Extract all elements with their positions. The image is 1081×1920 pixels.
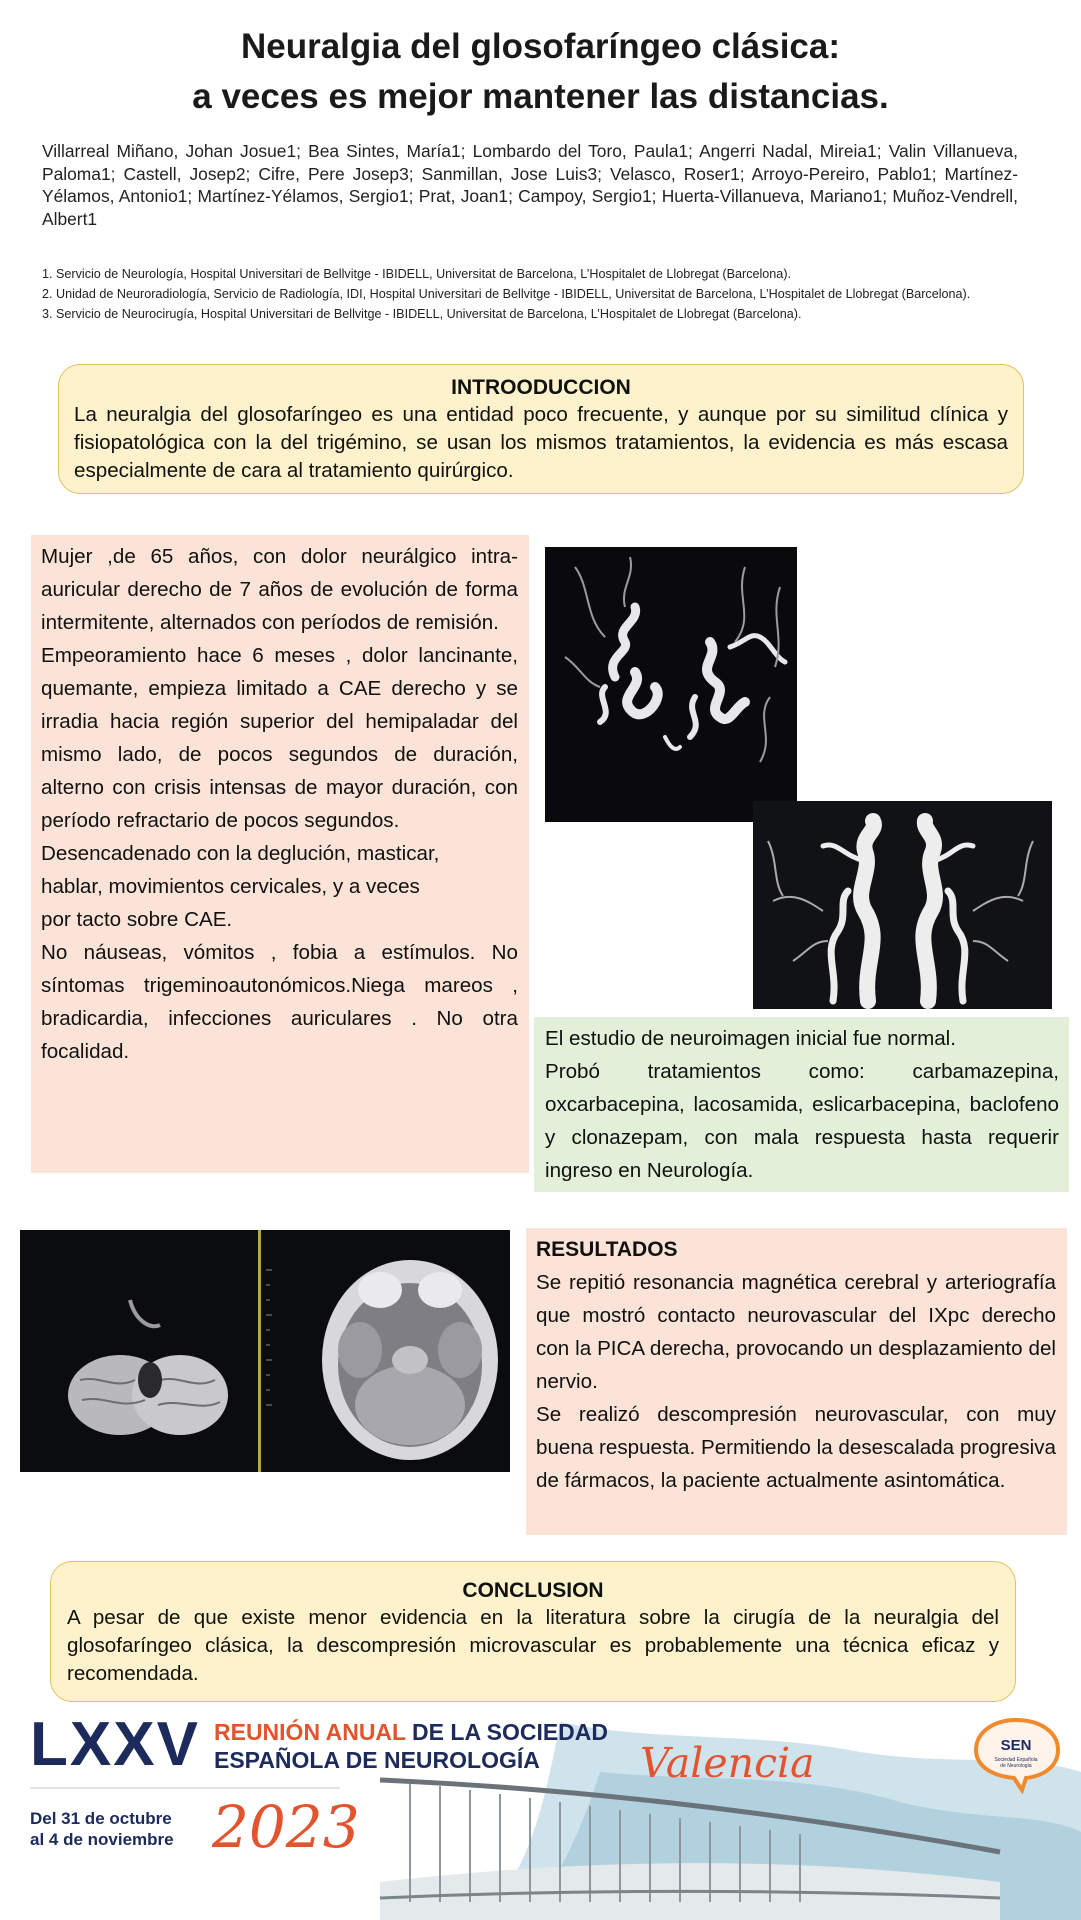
results-paragraph-1: Se repitió resonancia magnética cerebral y arteriografía que mostró contacto neurovascular del IXpc derecho con la PICA derecha, provocando un desplazamiento del nervio. (536, 1271, 1056, 1393)
results-heading: RESULTADOS (536, 1238, 678, 1261)
case-paragraph-3a: Desencadenado con la deglución, masticar, (41, 842, 440, 865)
sen-logo-subtitle-1: Sociedad Española (994, 1757, 1038, 1763)
congress-name-highlight: REUNIÓN ANUAL (214, 1719, 406, 1745)
conclusion-box (50, 1561, 1016, 1702)
case-description-box (31, 535, 529, 1173)
case-paragraph-3c: por tacto sobre CAE. (41, 908, 233, 931)
results-box (526, 1228, 1067, 1535)
case-paragraph-1: Mujer ,de 65 años, con dolor neurálgico intra-auricular derecho de 7 años de evolución de forma intermitente, alternados con períodos de remisión. (41, 545, 518, 634)
workup-paragraph-2: Probó tratamientos como: carbamazepina, oxcarbacepina, lacosamida, eslicarbacepina, baclofeno y clonazepam, con mala respuesta hasta requerir ingreso en Neurología. (545, 1060, 1059, 1182)
congress-name (214, 1718, 608, 1774)
angiography-image-2 (753, 801, 1052, 1009)
case-paragraph-2: Empeoramiento hace 6 meses , dolor lancinante, quemante, empieza limitado a CAE derecho y se irradia hacia región superior del hemipaladar del mismo lado, de pocos segundos de duración, alterno con crisis intensas de mayor duración, con período refractario de pocos segundos. (41, 644, 518, 832)
sen-logo-abbr: SEN (1000, 1737, 1032, 1754)
congress-year: 2023 (212, 1793, 360, 1861)
poster-title (0, 22, 1081, 122)
mri-image (20, 1230, 510, 1472)
angiography-image-1 (545, 547, 797, 822)
affiliation-2: 2. Unidad de Neuroradiología, Servicio de Radiología, IDI, Hospital Universitari de Bellvitge - IBIDELL, Universitat de Barcelona, L’Hospitalet de Llobregat (Barcelona). (42, 287, 971, 301)
workup-box (534, 1017, 1069, 1192)
title-line-1: Neuralgia del glosofaríngeo clásica: (240, 27, 841, 66)
introduction-heading: INTROODUCCION (451, 376, 631, 399)
congress-dates (30, 1808, 174, 1850)
sen-logo-subtitle-2: de Neurología (1000, 1763, 1032, 1769)
edition-number: LXXV (30, 1710, 200, 1779)
author-list: Villarreal Miñano, Johan Josue1; Bea Sintes, María1; Lombardo del Toro, Paula1; Angerri Nadal, Mireia1; Valin Villanueva, Paloma1; Castell, Josep2; Cifre, Pere Josep3; Sanmillan, Jose Luis3; Velasco, Roser1; Arroyo-Pereiro, Pablo1; Martínez-Yélamos, Antonio1; Martínez-Yélamos, Sergio1; Prat, Joan1; Campoy, Sergio1; Huerta-Villanueva, Mariano1; Muñoz-Vendrell, Albert1 (42, 141, 1018, 229)
introduction-text: La neuralgia del glosofaríngeo es una entidad poco frecuente, y aunque por su similitud clínica y fisiopatológica con la del trigémino, se usan los mismos tratamientos, la evidencia es más escasa especialmente de cara al tratamiento quirúrgico. (74, 403, 1008, 482)
congress-name-line-2: ESPAÑOLA DE NEUROLOGÍA (214, 1747, 540, 1773)
workup-paragraph-1: El estudio de neuroimagen inicial fue normal. (545, 1027, 956, 1050)
sen-logo (970, 1714, 1062, 1794)
conclusion-text: A pesar de que existe menor evidencia en la literatura sobre la cirugía de la neuralgia del glosofaríngeo clásica, la descompresión microvascular es probablemente una técnica eficaz y recomendada. (67, 1606, 999, 1685)
affiliation-3: 3. Servicio de Neurocirugía, Hospital Universitari de Bellvitge - IBIDELL, Universitat de Barcelona, L’Hospitalet de Llobregat (Barcelona). (42, 307, 802, 321)
introduction-box (58, 364, 1024, 494)
case-paragraph-3b: hablar, movimientos cervicales, y a veces (41, 875, 420, 898)
conclusion-heading: CONCLUSION (462, 1579, 604, 1602)
affiliations (42, 264, 1032, 324)
congress-dates-line-2: al 4 de noviembre (30, 1830, 174, 1849)
city-name: Valencia (640, 1739, 815, 1787)
results-paragraph-2: Se realizó descompresión neurovascular, con muy buena respuesta. Permitiendo la desescalada progresiva de fármacos, la paciente actualmente asintomática. (536, 1403, 1056, 1492)
title-line-2: a veces es mejor mantener las distancias. (192, 77, 889, 116)
congress-name-rest: DE LA SOCIEDAD (405, 1719, 608, 1745)
affiliation-1: 1. Servicio de Neurología, Hospital Universitari de Bellvitge - IBIDELL, Universitat de Barcelona, L’Hospitalet de Llobregat (Barcelona). (42, 267, 792, 281)
case-paragraph-4: No náuseas, vómitos , fobia a estímulos. No síntomas trigeminoautonómicos.Niega mareos , bradicardia, infecciones auriculares . No otra focalidad. (41, 941, 518, 1063)
congress-dates-line-1: Del 31 de octubre (30, 1809, 172, 1828)
